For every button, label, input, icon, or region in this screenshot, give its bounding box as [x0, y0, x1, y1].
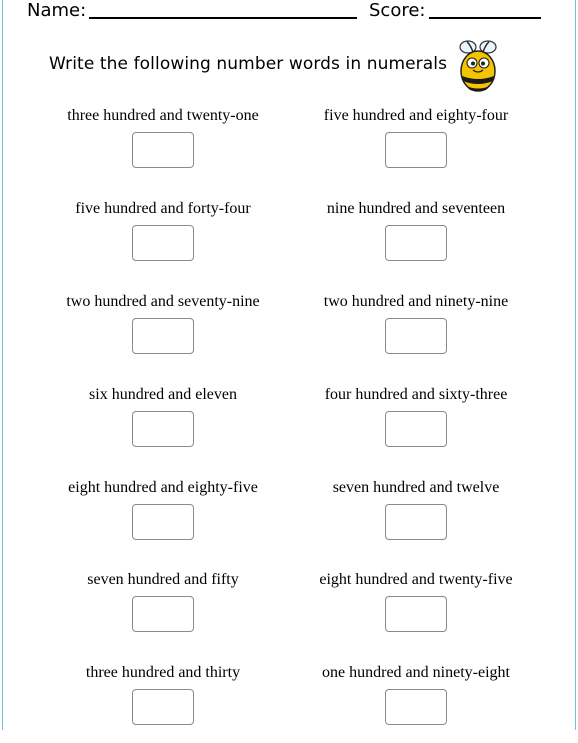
answer-box[interactable] [385, 411, 447, 447]
question-item [33, 106, 293, 186]
question-item [286, 478, 546, 558]
number-word: four hundred and sixty-three [324, 386, 508, 403]
number-word: three hundred and thirty [85, 664, 241, 681]
question-item [33, 199, 293, 279]
answer-box[interactable] [385, 318, 447, 354]
question-item [286, 385, 546, 465]
question-item [286, 199, 546, 279]
question-item [33, 292, 293, 372]
question-item [33, 570, 293, 650]
answer-box[interactable] [132, 132, 194, 168]
question-item [286, 570, 546, 650]
score-label: Score: [369, 0, 426, 21]
answer-box[interactable] [385, 225, 447, 261]
answer-box[interactable] [132, 689, 194, 725]
answer-box[interactable] [385, 689, 447, 725]
number-word: five hundred and eighty-four [323, 107, 509, 124]
name-label: Name: [27, 0, 87, 21]
number-word: seven hundred and fifty [87, 571, 239, 588]
bee-icon [453, 38, 503, 94]
number-word: two hundred and seventy-nine [66, 293, 260, 310]
number-word: nine hundred and seventeen [326, 200, 506, 217]
score-line[interactable] [429, 17, 541, 19]
number-word: seven hundred and twelve [332, 479, 500, 496]
question-item [286, 106, 546, 186]
number-word: five hundred and forty-four [75, 200, 251, 217]
question-item [33, 478, 293, 558]
question-item [33, 663, 293, 743]
number-word: two hundred and ninety-nine [323, 293, 509, 310]
number-word: eight hundred and eighty-five [68, 479, 258, 496]
number-word: one hundred and ninety-eight [322, 664, 510, 681]
worksheet-header [3, 0, 575, 28]
answer-box[interactable] [132, 225, 194, 261]
instruction-text: Write the following number words in numerals [49, 54, 448, 74]
answer-box[interactable] [385, 132, 447, 168]
question-item [33, 385, 293, 465]
answer-box[interactable] [132, 596, 194, 632]
worksheet [2, 0, 576, 730]
number-word: six hundred and eleven [89, 386, 237, 403]
question-item [286, 663, 546, 743]
answer-box[interactable] [132, 504, 194, 540]
answer-box[interactable] [132, 318, 194, 354]
question-item [286, 292, 546, 372]
number-word: eight hundred and twenty-five [319, 571, 513, 588]
name-line[interactable] [89, 17, 357, 19]
answer-box[interactable] [385, 504, 447, 540]
number-word: three hundred and twenty-one [67, 107, 259, 124]
answer-box[interactable] [385, 596, 447, 632]
answer-box[interactable] [132, 411, 194, 447]
